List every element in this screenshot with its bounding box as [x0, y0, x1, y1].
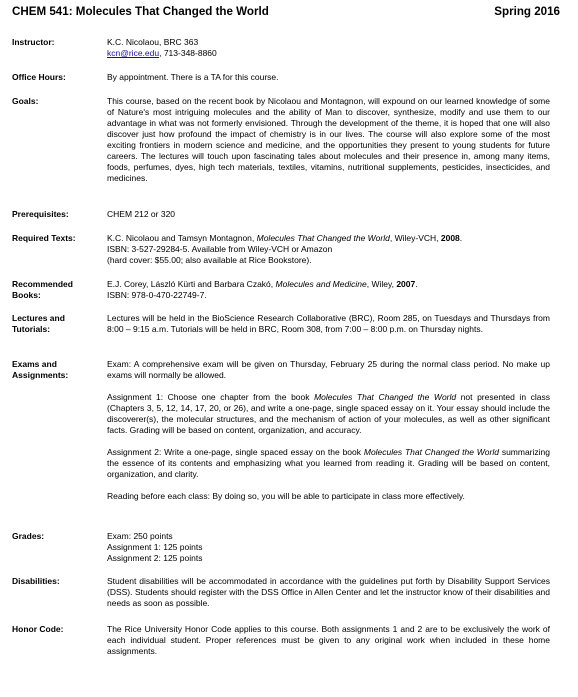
lectures-text: Lectures will be held in the BioScience Research Collaborative (BRC), Room 285, on Tuesdays and Thursdays from 8:00 – 9:15 a.m. Tutorials will be held in BRC, Room 308, from 7:00 – 8:00 p.m. on Thursday nights.: [107, 313, 550, 334]
required-authors: K.C. Nicolaou and Tamsyn Montagnon,: [107, 233, 257, 243]
lectures-label-line2: Tutorials:: [12, 324, 51, 334]
exams-label-line2: Assignments:: [12, 370, 69, 380]
honor-code-text: The Rice University Honor Code applies to this course. Both assignments 1 and 2 are to be exclusively the work of each individual student. Proper references must be given to any original work when included in these home assignments.: [107, 624, 550, 656]
recommended-year: 2007: [396, 279, 416, 289]
required-texts-body: K.C. Nicolaou and Tamsyn Montagnon, Molecules That Changed the World, Wiley-VCH, 2008. ISBN: 3-527-29284-5. Available from Wiley-VCH or Amazon (hard cover: $55.00; also available at Rice Bookstore).: [107, 233, 550, 266]
instructor-name: K.C. Nicolaou, BRC 363: [107, 37, 199, 47]
exams-body: [107, 359, 550, 502]
recommended-isbn: ISBN: 978-0-470-22749-7.: [107, 290, 207, 300]
goals-text: This course, based on the recent book by Nicolaou and Montagnon, will expound on our learned knowledge of some of Nature's most intriguing molecules and the ability of Man to discover, synthesize, modify and use them to our advantage in what was not formerly envisioned. Through the development of the theme, it is hoped that one will also discover just how profound the impact of chemistry is in our lives. The course will also explore some of the most exciting frontiers in modern science and medicine, and the opportunities they present to young students for future careers. The lectures will touch upon fascinating tales about molecules and their presence in, among many items, foods, perfumes, dyes, high tech materials, textiles, vitamins, nutritional supplements, pesticides, insecticides, and medicines.: [107, 96, 550, 183]
assignment-2-intro: Assignment 2: Write a one-page, single spaced essay on the book: [107, 447, 364, 457]
assignment-1-book: Molecules That Changed the World: [314, 392, 457, 402]
grade-line-exam: Exam: 250 points: [107, 531, 173, 541]
assignment-1-intro: Assignment 1: Choose one chapter from the book: [107, 392, 315, 402]
grades-list: [107, 531, 550, 564]
grade-line-assignment-1: Assignment 1: 125 points: [107, 542, 203, 552]
honor-code-label: Honor Code:: [12, 624, 64, 634]
office-hours-text: By appointment. There is a TA for this course.: [107, 72, 279, 82]
disabilities-label: Disabilities:: [12, 576, 60, 586]
exams-label-line1: Exams and: [12, 359, 57, 369]
goals-label: Goals:: [12, 96, 39, 106]
grade-line-assignment-2: Assignment 2: 125 points: [107, 553, 203, 563]
recommended-label-line2: Books:: [12, 290, 41, 300]
required-book-title: Molecules That Changed the World: [256, 233, 390, 243]
recommended-book-title: Molecules and Medicine: [275, 279, 367, 289]
recommended-label-line1: Recommended: [12, 279, 73, 289]
recommended-publisher: , Wiley,: [366, 279, 397, 289]
assignment-1-text: [107, 392, 550, 436]
required-texts-label: Required Texts:: [12, 233, 76, 243]
course-title: CHEM 541: Molecules That Changed the World: [12, 5, 269, 18]
assignment-2-text: [107, 447, 550, 480]
exams-label: [12, 359, 104, 381]
course-term: Spring 2016: [494, 5, 560, 18]
exam-text: Exam: A comprehensive exam will be given on Thursday, February 25 during the normal class period. No make up exams will normally be allowed.: [107, 359, 550, 380]
assignment-2-details: summarizing the essence of its contents and emphasizing what you learned from reading it. Grading will be based on content, organization, and clarity.: [107, 447, 550, 479]
recommended-tail: .: [415, 279, 418, 289]
grades-label: Grades:: [12, 531, 45, 541]
reading-note: Reading before each class: By doing so, you will be able to participate in class more effectively.: [107, 491, 465, 501]
assignment-1-details: not presented in class (Chapters 3, 5, 12, 14, 17, 20, or 26), and write a one-page, single spaced essay on it. Your essay should include the discoverer(s), the molecular structures, and the mechanism of action of your molecules, as well as other significant facts. Grading will be based on content, organization, and accuracy.: [107, 392, 550, 435]
office-hours-label: Office Hours:: [12, 72, 66, 82]
required-year: 2008: [440, 233, 460, 243]
required-price: (hard cover: $55.00; also available at Rice Bookstore).: [107, 255, 312, 265]
prerequisites-label: Prerequisites:: [12, 209, 69, 219]
instructor-email-link[interactable]: kcn@rice.edu: [107, 48, 160, 58]
required-publisher: , Wiley-VCH,: [389, 233, 441, 243]
instructor-label: Instructor:: [12, 37, 55, 47]
recommended-authors: E.J. Corey, László Kürti and Barbara Czakó,: [107, 279, 276, 289]
instructor-phone: , 713-348-8860: [159, 48, 217, 58]
course-header: [12, 5, 560, 21]
assignment-2-book: Molecules That Changed the World: [363, 447, 499, 457]
required-isbn: ISBN: 3-527-29284-5. Available from Wiley-VCH or Amazon: [107, 244, 333, 254]
prerequisites-text: CHEM 212 or 320: [107, 209, 176, 219]
lectures-label-line1: Lectures and: [12, 313, 65, 323]
disabilities-text: Student disabilities will be accommodated in accordance with the guidelines put forth by Disability Support Services (DSS). Students should register with the DSS Office in Allen Center and let the instructor know of their disabilities and needs as soon as possible.: [107, 576, 550, 608]
recommended-label: [12, 279, 104, 301]
recommended-body: [107, 279, 550, 301]
lectures-label: [12, 313, 104, 335]
